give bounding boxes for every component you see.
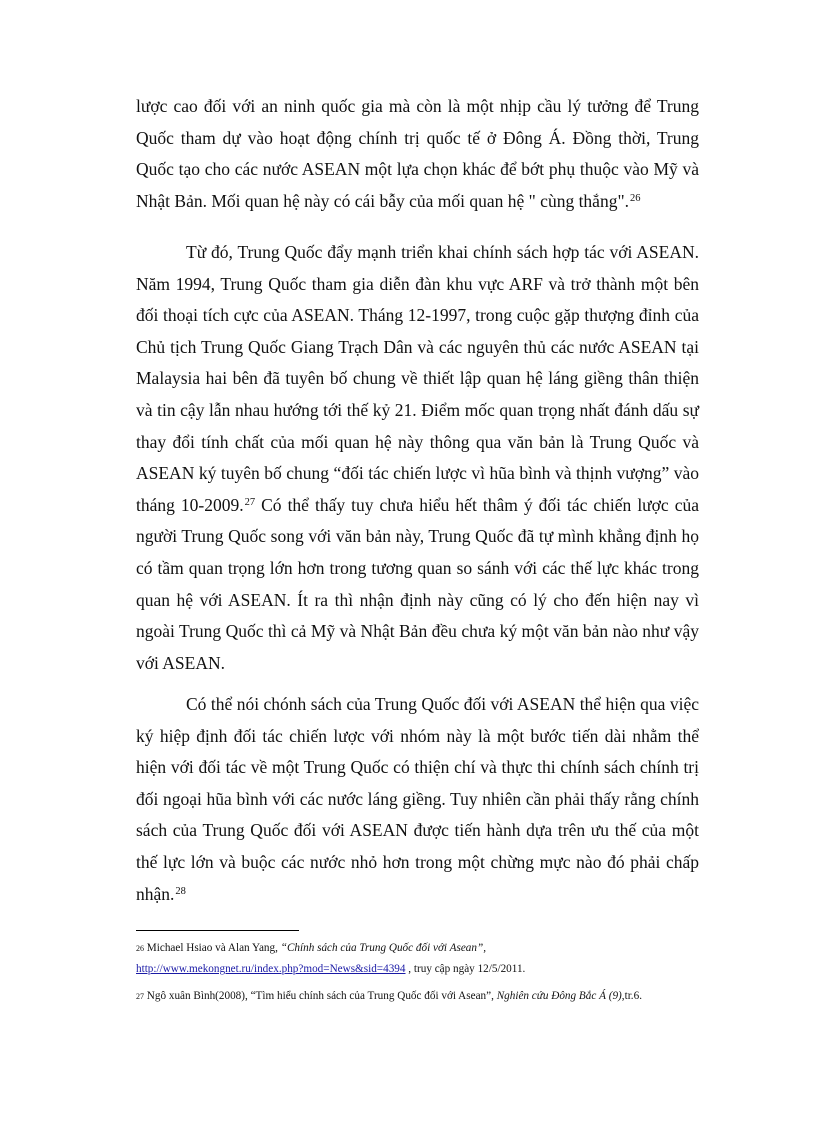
footnote-separator [136, 930, 299, 931]
footnote-27 [136, 986, 699, 1007]
footnote-26-access-date: , truy cập ngày 12/5/2011. [405, 963, 526, 975]
footnote-26-number: 26 [136, 944, 144, 953]
footnote-ref-26[interactable]: 26 [629, 192, 641, 204]
paragraph-3 [136, 689, 699, 910]
footnote-27-pages: ,tr.6. [621, 990, 642, 1002]
paragraph-1 [136, 91, 699, 217]
paragraph-3-text: Có thể nói chónh sách của Trung Quốc đối với ASEAN thể hiện qua việc ký hiệp định đối tác chiến lược với nhóm này là một bước tiến dài nhằm thể hiện với đối tác về một Trung Quốc có thiện chí và thực thi chính sách chính trị đối ngoại hũa bình với các nước láng giềng. Tuy nhiên cần phải thấy rằng chính sách của Trung Quốc đối với ASEAN được tiến hành dựa trên ưu thế của một thế lực lớn và buộc các nước nhỏ hơn trong một chừng mực nào đó phải chấp nhận. [136, 694, 699, 904]
paragraph-2-text-b: Có thể thấy tuy chưa hiểu hết thâm ý đối tác chiến lược của người Trung Quốc song với văn bản này, Trung Quốc đã tự mình khẳng định họ có tầm quan trọng lớn hơn trong tương quan so sánh với các thế lực khác trong quan hệ với ASEAN. Ít ra thì nhận định này cũng có lý cho đến hiện nay vì ngoài Trung Quốc thì cả Mỹ và Nhật Bản đều chưa ký một văn bản nào như vậy với ASEAN. [136, 494, 699, 673]
paragraph-1-text: lược cao đối với an ninh quốc gia mà còn là một nhịp cầu lý tưởng để Trung Quốc tham dự vào hoạt động chính trị quốc tế ở Đông Á. Đồng thời, Trung Quốc tạo cho các nước ASEAN một lựa chọn khác để bớt phụ thuộc vào Mỹ và Nhật Bản. Mối quan hệ này có cái bẫy của mối quan hệ " cùng thắng". [136, 96, 699, 211]
footnote-ref-28[interactable]: 28 [175, 885, 186, 897]
paragraph-2 [136, 237, 699, 679]
footnote-27-journal: Nghiên cứu Đông Bắc Á (9) [496, 990, 622, 1002]
footnote-26 [136, 938, 699, 979]
footnote-27-title: “Tìm hiểu chính sách của Trung Quốc đối với Asean”, [250, 990, 497, 1002]
footnote-26-link[interactable]: http://www.mekongnet.ru/index.php?mod=News&sid=4394 [136, 963, 406, 975]
footnote-ref-27[interactable]: 27 [244, 496, 256, 508]
footnote-26-title: “Chính sách của Trung Quốc đối với Asean”, [280, 942, 486, 954]
paragraph-2-text-a: Từ đó, Trung Quốc đẩy mạnh triển khai chính sách hợp tác với ASEAN. Năm 1994, Trung Quốc tham gia diễn đàn khu vực ARF và trở thành một bên đối thoại tích cực của ASEAN. Tháng 12-1997, trong cuộc gặp thượng đỉnh của Chủ tịch Trung Quốc Giang Trạch Dân và các nguyên thủ các nước ASEAN tại Malaysia hai bên đã tuyên bố chung về thiết lập quan hệ láng giềng thân thiện và tin cậy lẫn nhau hướng tới thế kỷ 21. Điểm mốc quan trọng nhất đánh dấu sự thay đổi tính chất của mối quan hệ này thông qua văn bản là Trung Quốc và ASEAN ký tuyên bố chung “đối tác chiến lược vì hũa bình và thịnh vượng” vào tháng 10-2009. [136, 242, 699, 515]
footnote-27-number: 27 [136, 992, 144, 1001]
footnote-26-author: Michael Hsiao và Alan Yang, [144, 942, 281, 954]
footnote-27-author: Ngô xuân Bình(2008), [144, 990, 251, 1002]
